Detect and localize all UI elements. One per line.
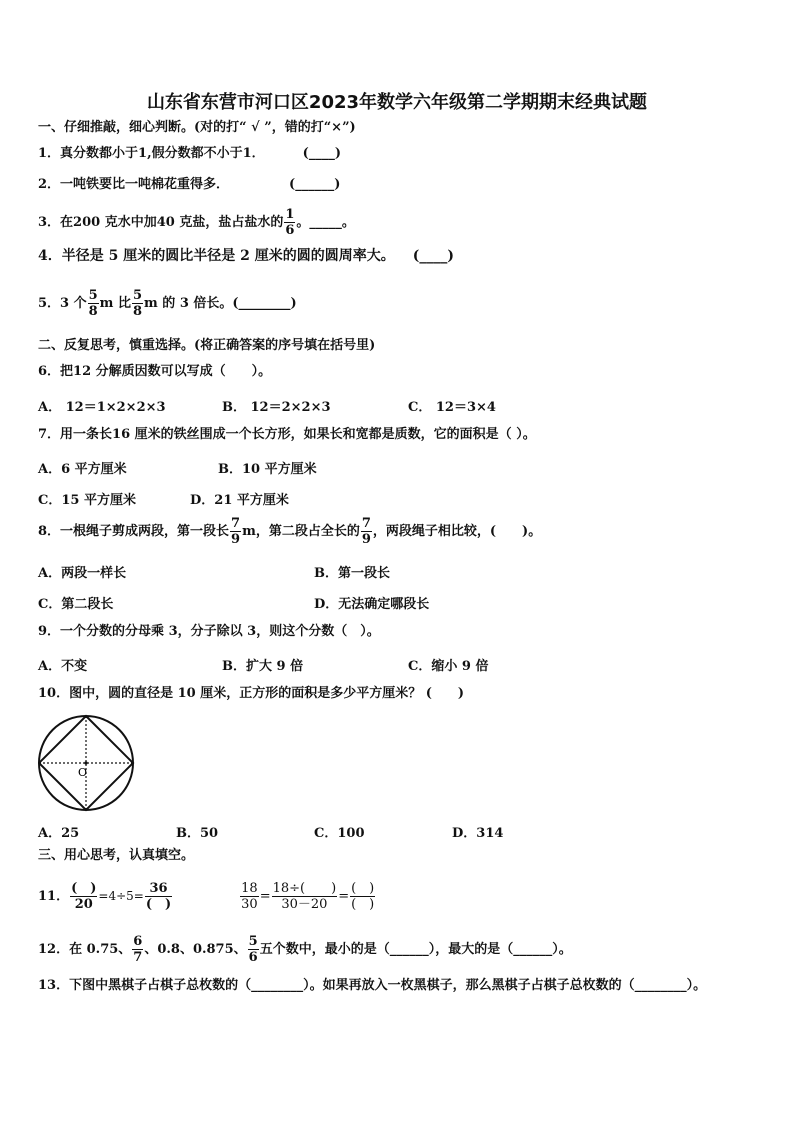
question-1	[38, 146, 341, 162]
fraction-denominator: 9	[361, 532, 371, 547]
fraction	[361, 516, 372, 547]
question-12-text: 、0.8、0.875、	[144, 942, 247, 957]
option-d[interactable]: D．21 平方厘米	[190, 493, 289, 508]
fraction-denominator[interactable]: ( )	[351, 897, 375, 912]
center-point	[84, 761, 87, 764]
question-3-text: 3．在200 克水中加40 克盐，盐占盐水的	[38, 215, 284, 230]
fraction	[240, 881, 259, 912]
section-1-heading: 一、仔细推敲，细心判断。(对的打“ √ ”，错的打“×”)	[38, 120, 356, 135]
fraction-denominator: 20	[74, 897, 93, 912]
question-8-text: m，第二段占全长的	[242, 524, 360, 539]
question-5-text: 5．3 个	[38, 296, 87, 311]
question-3-answer[interactable]: 。_____。	[296, 215, 355, 230]
option-b[interactable]: B．50	[176, 826, 219, 841]
section-3-heading: 三、用心思考，认真填空。	[38, 848, 195, 863]
option-c[interactable]: C．缩小 9 倍	[408, 659, 489, 674]
fraction-denominator: 7	[133, 950, 143, 965]
question-9: 9．一个分数的分母乘 3，分子除以 3，则这个分数（ ）。	[38, 624, 380, 639]
equals-sign: =	[338, 889, 350, 904]
option-b[interactable]: B．扩大 9 倍	[222, 659, 304, 674]
fraction	[145, 881, 172, 912]
fraction	[88, 288, 99, 319]
question-7: 7．用一条长16 厘米的铁丝围成一个长方形，如果长和宽都是质数，它的面积是（ ）。	[38, 427, 536, 442]
fraction	[272, 881, 338, 912]
fraction-numerator: 5	[132, 288, 143, 303]
question-2-text: 2．一吨铁要比一吨棉花重得多．	[38, 177, 230, 192]
fraction-numerator: 7	[231, 516, 241, 531]
question-12-answer[interactable]: 五个数中，最小的是（______），最大的是（______）。	[259, 942, 572, 957]
fraction-denominator: 8	[88, 304, 98, 319]
question-8-text: 8．一根绳子剪成两段，第一段长	[38, 524, 230, 539]
option-c[interactable]: C． 12＝3×4	[408, 400, 496, 415]
option-a[interactable]: A．6 平方厘米	[38, 462, 127, 477]
question-2	[38, 177, 340, 193]
question-2-answer[interactable]: (______)	[289, 177, 341, 192]
fraction-denominator: 6	[285, 223, 295, 238]
question-4-text: 4．半径是 5 厘米的圆比半径是 2 厘米的圆的圆周率大。	[38, 248, 395, 264]
option-c[interactable]: C．第二段长	[38, 597, 114, 612]
question-3	[38, 206, 355, 240]
page-title: 山东省东营市河口区2023年数学六年级第二学期期末经典试题	[146, 92, 648, 113]
question-12	[38, 932, 572, 968]
question-13[interactable]: 13．下图中黑棋子占棋子总枚数的（________）。如果再放入一枚黑棋子，那么黑棋子占棋子总枚数的（________）。	[38, 978, 707, 993]
option-d[interactable]: D．无法确定哪段长	[314, 597, 430, 612]
question-5-answer[interactable]: m 的 3 倍长。(________)	[144, 296, 297, 311]
question-12-text: 12．在 0.75、	[38, 942, 132, 957]
option-c[interactable]: C．100	[314, 826, 365, 841]
fraction	[70, 881, 97, 912]
option-b[interactable]: B． 12＝2×2×3	[222, 400, 331, 415]
fraction-denominator: 6	[248, 950, 258, 965]
fraction	[230, 516, 241, 547]
question-1-answer[interactable]: (____)	[302, 146, 341, 161]
fraction-numerator[interactable]: ( )	[71, 881, 97, 896]
equals-sign: =	[259, 889, 271, 904]
question-11	[38, 875, 376, 918]
question-6: 6．把12 分解质因数可以写成（ ）。	[38, 364, 272, 379]
option-a[interactable]: A．两段一样长	[38, 566, 127, 581]
fraction-numerator[interactable]: 18÷( )	[272, 881, 337, 896]
fraction-numerator: 5	[88, 288, 98, 303]
fraction-numerator: 5	[248, 934, 258, 949]
fraction	[284, 207, 295, 238]
fraction	[132, 934, 143, 965]
equation-text: =4÷5=	[98, 889, 144, 903]
option-a[interactable]: A．不变	[38, 659, 88, 674]
fraction-numerator: 18	[241, 881, 258, 896]
question-1-text: 1．真分数都小于1,假分数都不小于1．	[38, 146, 265, 161]
fraction-numerator: 6	[133, 934, 143, 949]
fraction-denominator: 30－20	[281, 897, 328, 912]
question-8-text: ，两段绳子相比较，( )。	[372, 524, 542, 539]
fraction	[248, 934, 259, 965]
question-4	[38, 248, 454, 264]
option-c[interactable]: C．15 平方厘米	[38, 493, 136, 508]
fraction	[350, 881, 375, 912]
fraction-denominator[interactable]: ( )	[145, 897, 172, 912]
question-10: 10．图中，圆的直径是 10 厘米，正方形的面积是多少平方厘米？ ( )	[38, 686, 465, 701]
option-d[interactable]: D．314	[452, 826, 504, 841]
question-11-number: 11．	[38, 889, 70, 904]
fraction-numerator: 1	[285, 207, 295, 222]
fraction-denominator: 8	[132, 304, 143, 319]
fraction-numerator[interactable]: ( )	[351, 881, 375, 896]
fraction-denominator: 9	[231, 532, 241, 547]
center-label: O	[78, 766, 88, 779]
question-5-text: m 比	[99, 296, 131, 311]
option-a[interactable]: A． 12＝1×2×2×3	[38, 400, 166, 415]
option-a[interactable]: A．25	[38, 826, 80, 841]
question-8	[38, 515, 541, 549]
question-5	[38, 287, 297, 321]
fraction-numerator: 7	[361, 516, 371, 531]
option-b[interactable]: B．第一段长	[314, 566, 390, 581]
fraction-numerator: 36	[145, 881, 172, 897]
fraction-denominator: 30	[241, 897, 258, 912]
section-2-heading: 二、反复思考，慎重选择。(将正确答案的序号填在括号里)	[38, 338, 376, 353]
circle-square-figure	[38, 714, 138, 814]
question-4-answer[interactable]: (____)	[412, 248, 454, 264]
fraction	[132, 288, 143, 319]
option-b[interactable]: B．10 平方厘米	[218, 462, 317, 477]
